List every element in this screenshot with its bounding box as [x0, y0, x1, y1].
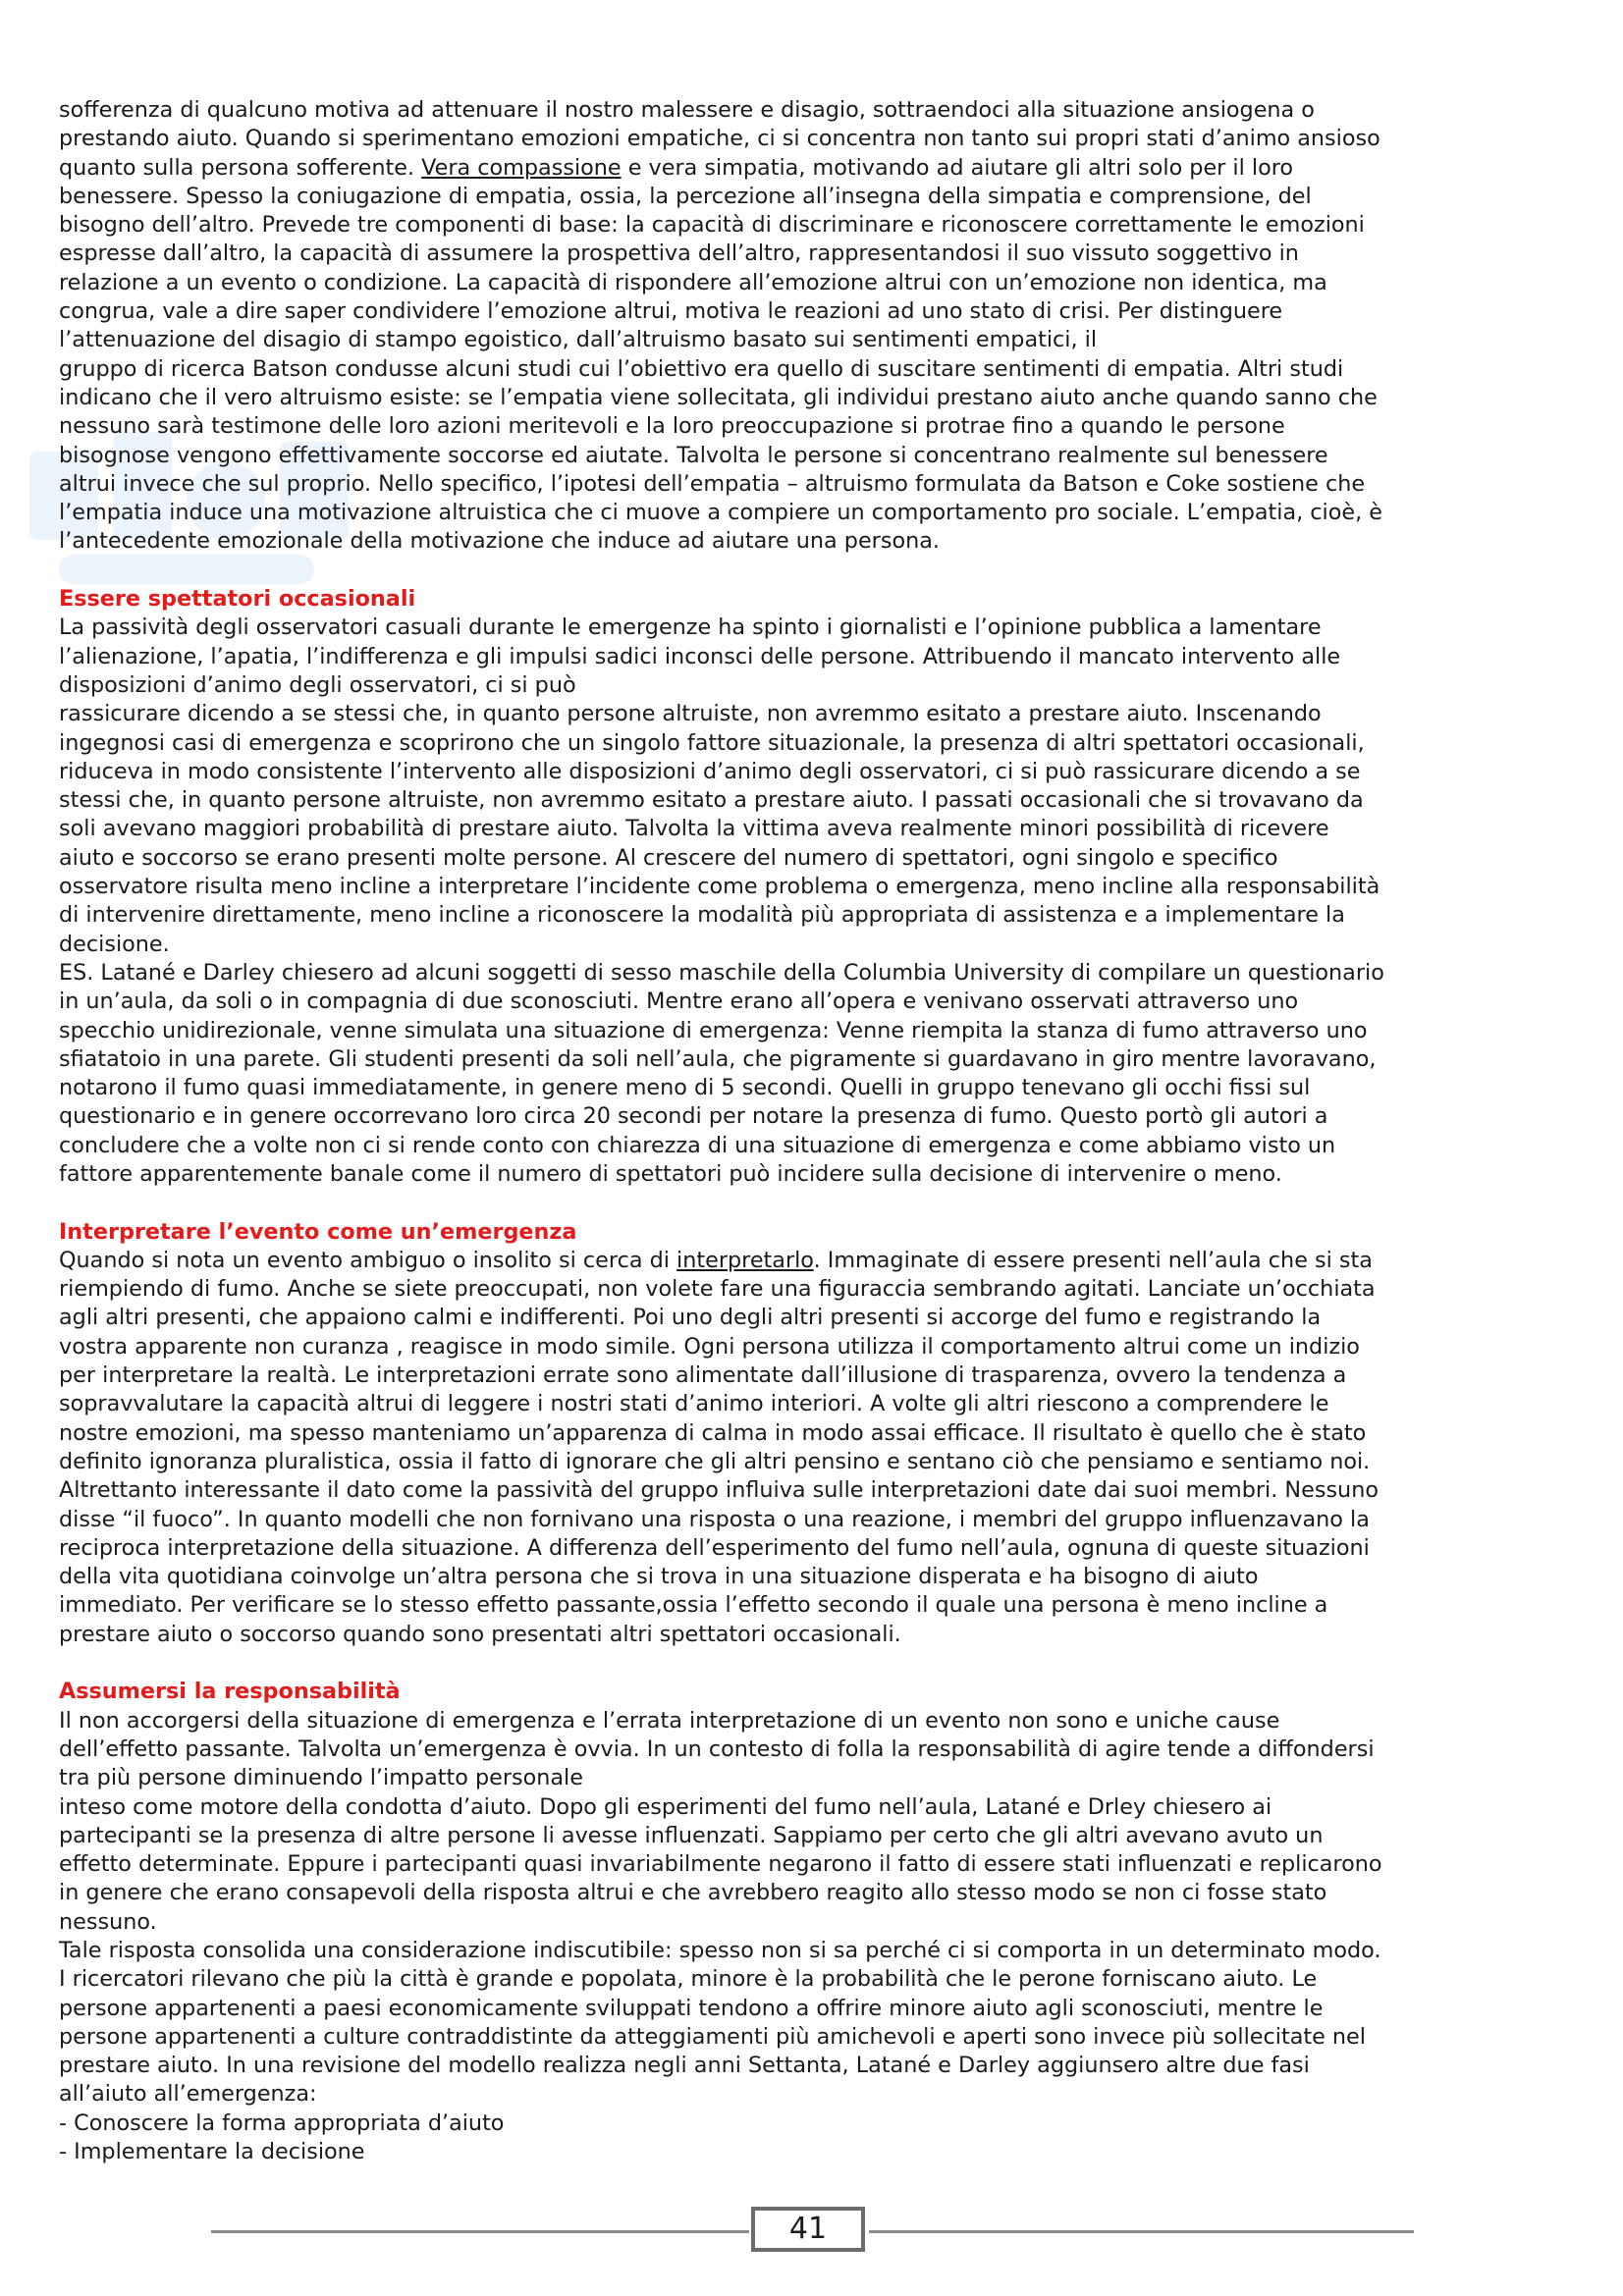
document-body [59, 96, 1569, 2166]
page-footer [0, 2199, 1623, 2258]
footer-rule-left [211, 2230, 749, 2233]
section-heading-emergenza: Interpretare l’evento come un’emergenza [59, 1218, 577, 1245]
section-heading-spettatori: Essere spettatori occasionali [59, 586, 416, 613]
link-vera-compassione: Vera compassione [421, 154, 622, 181]
footer-rule-right [869, 2230, 1414, 2233]
paragraph-empathy: sofferenza di qualcuno motiva ad attenuare il nostro malessere e disagio, sottraendoci alla situazione ansiogena o prestando aiuto. Quando si sperimentano emozioni empatiche, ci si concentra non tanto sui propri stati d’animo ansioso quanto sulla persona sofferente. Vera compassione e vera simpatia, motivando ad aiutare gli altri solo per il loro benessere. Spesso la coniugazione di empatia, ossia, la percezione all’insegna della simpatia e comprensione, del bisogno dell’altro. Prevede tre componenti di base: la capacità di discriminare e riconoscere correttamente le emozioni espresse dall’altro, la capacità di assumere la prospettiva dell’altro, rappresentandosi il suo vissuto soggettivo in relazione a un evento o condizione. La capacità di rispondere all’emozione altrui con un’emozione non identica, ma congrua, vale a dire saper condividere l’emozione altrui, motiva le reazioni ad uno stato di crisi. Per distinguere l’attenuazione del disagio di stampo egoistico, dall’altruismo basato sui sentimenti empatici, il gruppo di ricerca Batson condusse alcuni studi cui l’obiettivo era quello di suscitare sentimenti di empatia. Altri studi indicano che il vero altruismo esiste: se l’empatia viene sollecitata, gli individui prestano aiuto anche quando sanno che nessuno sarà testimone delle loro azioni meritevoli e la loro preoccupazione si protrae fino a quando le persone bisognose vengono effettivamente soccorse ed aiutate. Talvolta le persone si concentrano realmente sul benessere altrui invece che sul proprio. Nello specifico, l’ipotesi dell’empatia – altruismo formulata da Batson e Coke sostiene che l’empatia induce una motivazione altruistica che ci muove a compiere un comportamento pro sociale. L’empatia, cioè, è l’antecedente emozionale della motivazione che induce ad aiutare una persona. [59, 97, 1383, 555]
paragraph-spettatori: La passività degli osservatori casuali durante le emergenze ha spinto i giornalisti e l’opinione pubblica a lamentare l’alienazione, l’apatia, l’indifferenza e gli impulsi sadici inconsci delle persone. Attribuendo il mancato intervento alle disposizioni d’animo degli osservatori, ci si può rassicurare dicendo a se stessi che, in quanto persone altruiste, non avremmo esitato a prestare aiuto. Inscenando ingegnosi casi di emergenza e scoprirono che un singolo fattore situazionale, la presenza di altri spettatori occasionali, riduceva in modo consistente l’intervento alle disposizioni d’animo degli osservatori, ci si può rassicurare dicendo a se stessi che, in quanto persone altruiste, non avremmo esitato a prestare aiuto. I passati occasionali che si trovavano da soli avevano maggiori probabilità di prestare aiuto. Talvolta la vittima aveva realmente minori possibilità di ricevere aiuto e soccorso se erano presenti molte persone. Al crescere del numero di spettatori, ogni singolo e specifico osservatore risulta meno incline a interpretare l’incidente come problema o emergenza, meno incline alla responsabilità di intervenire direttamente, meno incline a riconoscere la modalità più appropriata di assistenza e a implementare la decisione. ES. Latané e Darley chiesero ad alcuni soggetti di sesso maschile della Columbia University di compilare un questionario in un’aula, da soli o in compagnia di due sconosciuti. Mentre erano all’opera e venivano osservati attraverso uno specchio unidirezionale, venne simulata una situazione di emergenza: Venne riempita la stanza di fumo attraverso uno sfiatatoio in una parete. Gli studenti presenti da soli nell’aula, che pigramente si guardavano in giro mentre lavoravano, notarono il fumo quasi immediatamente, in genere meno di 5 secondi. Quelli in gruppo tenevano gli occhi fissi sul questionario e in genere occorrevano loro circa 20 secondi per notare la presenza di fumo. Questo portò gli autori a concludere che a volte non ci si rende conto con chiarezza di una situazione di emergenza e come abbiamo visto un fattore apparentemente banale come il numero di spettatori può incidere sulla decisione di intervenire o meno. [59, 614, 1384, 1187]
paragraph-emergenza: Quando si nota un evento ambiguo o insolito si cerca di interpretarlo. Immaginate di essere presenti nell’aula che si sta riempiendo di fumo. Anche se siete preoccupati, non volete fare una figuraccia sembrando agitati. Lanciate un’occhiata agli altri presenti, che appaiono calmi e indifferenti. Poi uno degli altri presenti si accorge del fumo e registrando la vostra apparente non curanza , reagisce in modo simile. Ogni persona utilizza il comportamento altrui come un indizio per interpretare la realtà. Le interpretazioni errate sono alimentate dall’illusione di trasparenza, ovvero la tendenza a sopravvalutare la capacità altrui di leggere i nostri stati d’animo interiori. A volte gli altri riescono a comprendere le nostre emozioni, ma spesso manteniamo un’apparenza di calma in modo assai efficace. Il risultato è quello che è stato definito ignoranza pluralistica, ossia il fatto di ignorare che gli altri pensino e sentano ciò che pensiamo e sentiamo noi. Altrettanto interessante il dato come la passività del gruppo influiva sulle interpretazioni date dai suoi membri. Nessuno disse “il fuoco”. In quanto modelli che non fornivano una risposta o una reazione, i membri del gruppo influenzavano la reciproca interpretazione della situazione. A differenza dell’esperimento del fumo nell’aula, ognuna di queste situazioni della vita quotidiana coinvolge un’altra persona che si trova in una situazione disperata e ha bisogno di aiuto immediato. Per verificare se lo stesso effetto passante,ossia l’effetto secondo il quale una persona è meno incline a prestare aiuto o soccorso quando sono presentati altri spettatori occasionali. [59, 1247, 1379, 1647]
paragraph-responsabilita: Il non accorgersi della situazione di emergenza e l’errata interpretazione di un evento non sono e uniche cause dell’effetto passante. Talvolta un’emergenza è ovvia. In un contesto di folla la responsabilità di agire tende a diffondersi tra più persone diminuendo l’impatto personale inteso come motore della condotta d’aiuto. Dopo gli esperimenti del fumo nell’aula, Latané e Drley chiesero ai partecipanti se la presenza di altre persone li avesse influenzati. Sappiamo per certo che gli altri avevano avuto un effetto determinate. Eppure i partecipanti quasi invariabilmente negarono il fatto di essere stati influenzati e replicarono in genere che erano consapevoli della risposta altrui e che avrebbero reagito allo stesso modo se non ci fosse stato nessuno. Tale risposta consolida una considerazione indiscutibile: spesso non si sa perché ci si comporta in un determinato modo. I ricercatori rilevano che più la città è grande e popolata, minore è la probabilità che le perone forniscano aiuto. Le persone appartenenti a paesi economicamente sviluppati tendono a offrire minore aiuto agli sconosciuti, mentre le persone appartenenti a culture contraddistinte da atteggiamenti più amichevoli e aperti sono invece più sollecitate nel prestare aiuto. In una revisione del modello realizza negli anni Settanta, Latané e Darley aggiunsero altre due fasi all’aiuto all’emergenza: - Conoscere la forma appropriata d’aiuto - Implementare la decisione [59, 1707, 1382, 2165]
link-interpretarlo: interpretarlo [676, 1247, 814, 1273]
page-number: 41 [751, 2207, 865, 2252]
section-heading-responsabilita: Assumersi la responsabilità [59, 1679, 401, 1705]
